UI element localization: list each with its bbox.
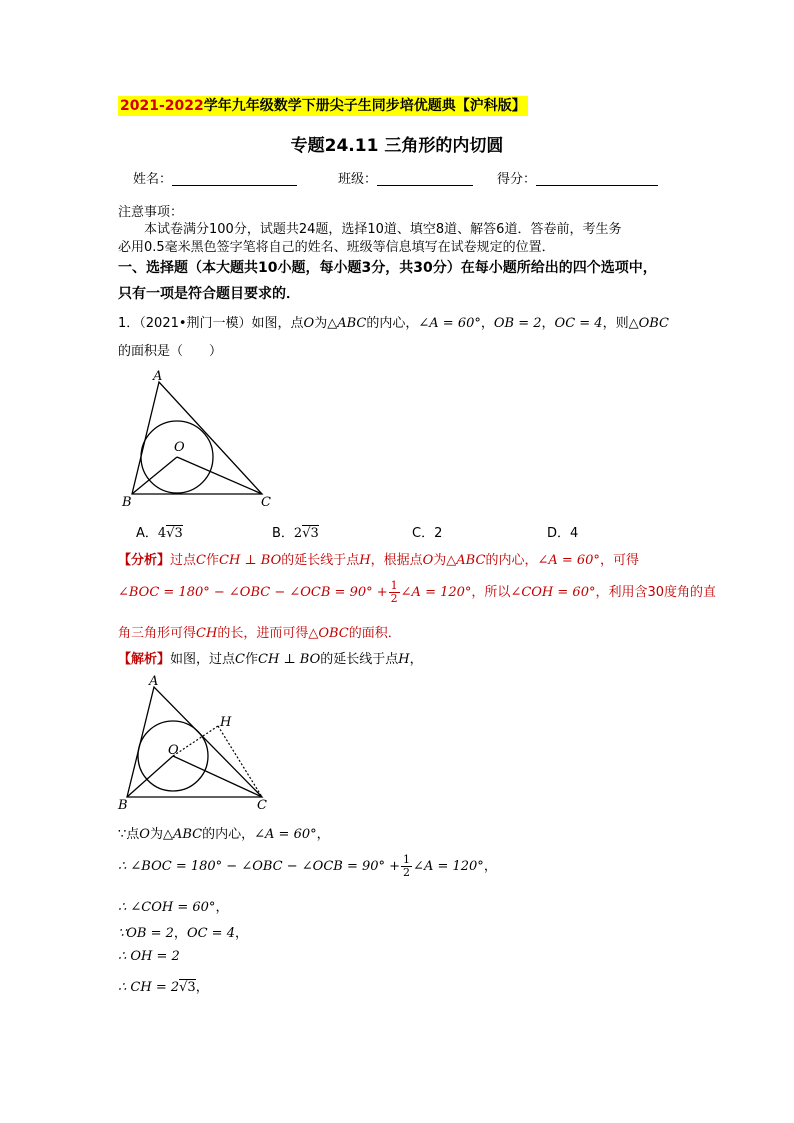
option-c: C．2 [412,526,443,541]
option-a: A．4√3 [136,526,183,541]
name-blank [172,171,297,186]
class-field [338,168,473,187]
label-b: B [122,495,132,510]
score-field [497,168,658,187]
analysis-line-2: ∠BOC = 180° − ∠OBC − ∠OCB = 90° + $\frac{1}{2}$ ∠A = 120°，所以∠COH = 60°，利用含30度角的直 [118,579,717,605]
analysis-line-3: 角三角形可得CH的长，进而可得△OBC的面积． [118,626,401,641]
segment-oc [177,457,262,494]
option-b: B．2√3 [272,526,319,541]
label-o: O [174,440,185,455]
option-d: D．4 [547,526,579,541]
step-6: ∴ CH = 2√3， [118,980,209,995]
figure-2-triangle [110,670,290,820]
step-4: ∵OB = 2，OC = 4， [118,926,248,941]
class-blank [377,171,473,186]
segment-ob [132,457,177,494]
label-h: H [220,715,232,730]
segment-oc-2 [173,756,262,797]
name-field [133,168,297,187]
notice-line-2: 必用0.5毫米黑色签字笔将自己的姓名、班级等信息填写在试卷规定的位置． [118,240,555,255]
step-3: ∴ ∠COH = 60°， [118,900,229,915]
question-1-line-1: 1．（2021•荆门一模）如图，点O为△ABC的内心，∠A = 60°，OB = 2，OC = 4，则△OBC [118,316,669,331]
score-blank [536,171,658,186]
name-label: 姓名： [133,172,173,187]
header-banner [118,96,528,116]
analysis-line-1: 【分析】过点C作CH ⊥ BO的延长线于点H，根据点O为△ABC的内心，∠A = 60°，可得 [118,553,639,568]
header-text: 学年九年级数学下册尖子生同步培优题典【沪科版】 [203,98,526,114]
section-heading-2: 只有一项是符合题目要求的． [118,286,300,302]
notice-line-1: 本试卷满分100分，试题共24题，选择10道、填空8道、解答6道．答卷前，考生务 [144,222,622,237]
section-heading-1: 一、选择题（本大题共10小题，每小题3分，共30分）在每小题所给出的四个选项中， [118,260,657,276]
question-1-line-2: 的面积是（ ） [118,344,223,359]
extension-oh [173,726,218,756]
header-year: 2021-2022 [120,98,204,114]
class-label: 班级： [338,172,378,187]
label-o-2: O [168,743,179,758]
step-2: ∴ ∠BOC = 180° − ∠OBC − ∠OCB = 90° + $\frac{1}{2}$ ∠A = 120°， [118,853,497,879]
label-c-2: C [257,798,267,813]
label-b-2: B [118,798,128,813]
label-c: C [261,495,271,510]
page-title: 专题24.11 三角形的内切圆 [290,136,504,156]
step-5: ∴ OH = 2 [118,949,180,964]
figure-1-triangle [110,365,290,515]
solution-line-1: 【解析】如图，过点C作CH ⊥ BO的延长线于点H， [118,652,423,667]
label-a: A [153,369,163,384]
label-a-2: A [149,674,159,689]
notice-heading: 注意事项： [118,205,184,220]
score-label: 得分： [497,172,537,187]
step-1: ∵点O为△ABC的内心，∠A = 60°， [118,827,330,842]
